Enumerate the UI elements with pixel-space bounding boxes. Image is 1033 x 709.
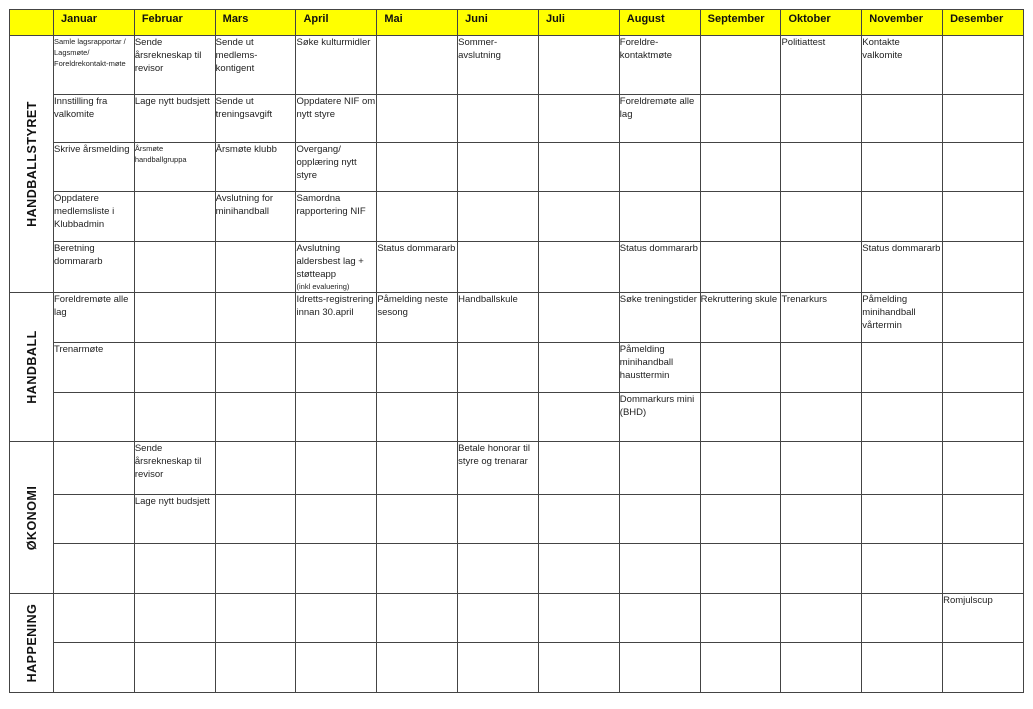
plan-cell bbox=[458, 36, 539, 95]
section-label-cell bbox=[10, 442, 54, 594]
plan-cell bbox=[619, 143, 700, 192]
plan-cell bbox=[377, 594, 458, 643]
plan-cell bbox=[54, 95, 135, 143]
table-row bbox=[10, 36, 1024, 95]
plan-cell bbox=[538, 442, 619, 495]
plan-cell bbox=[54, 192, 135, 242]
plan-body bbox=[10, 36, 1024, 693]
plan-cell bbox=[862, 36, 943, 95]
section-title: HANDBALL bbox=[24, 330, 39, 404]
plan-cell bbox=[377, 393, 458, 442]
plan-cell bbox=[215, 36, 296, 95]
task-text: Beretning dommararb bbox=[54, 243, 103, 267]
section-label-cell bbox=[10, 594, 54, 693]
plan-cell bbox=[215, 343, 296, 393]
plan-cell bbox=[134, 495, 215, 544]
table-row bbox=[10, 495, 1024, 544]
plan-cell bbox=[458, 442, 539, 495]
table-row bbox=[10, 544, 1024, 594]
plan-cell bbox=[781, 594, 862, 643]
plan-cell bbox=[538, 544, 619, 594]
task-text: Foreldremøte alle lag bbox=[54, 294, 129, 318]
table-row bbox=[10, 594, 1024, 643]
plan-cell bbox=[215, 143, 296, 192]
plan-cell bbox=[215, 393, 296, 442]
task-text: Foreldre-kontaktmøte bbox=[619, 37, 673, 61]
plan-cell bbox=[134, 343, 215, 393]
task-text: Betale honorar til styre og trenarar bbox=[458, 443, 530, 467]
month-header-mars: Mars bbox=[215, 10, 296, 36]
task-text: Sommer-avslutning bbox=[458, 37, 501, 61]
plan-cell bbox=[54, 594, 135, 643]
plan-cell bbox=[215, 442, 296, 495]
plan-cell bbox=[296, 643, 377, 693]
plan-cell bbox=[943, 293, 1024, 343]
task-text: Påmelding neste sesong bbox=[377, 294, 449, 318]
plan-cell bbox=[943, 495, 1024, 544]
plan-cell bbox=[54, 343, 135, 393]
plan-cell bbox=[781, 242, 862, 293]
plan-cell bbox=[862, 544, 943, 594]
task-text: Avslutning aldersbest lag + støtteapp bbox=[296, 243, 364, 280]
plan-cell bbox=[458, 393, 539, 442]
plan-cell bbox=[943, 143, 1024, 192]
plan-cell bbox=[377, 36, 458, 95]
task-text: Samordna rapportering NIF bbox=[296, 193, 366, 217]
section-label-cell bbox=[10, 36, 54, 293]
task-text: Romjulscup bbox=[943, 595, 993, 606]
plan-cell bbox=[943, 544, 1024, 594]
plan-cell bbox=[54, 293, 135, 343]
plan-cell bbox=[862, 242, 943, 293]
plan-cell bbox=[458, 293, 539, 343]
plan-cell bbox=[943, 95, 1024, 143]
plan-cell bbox=[54, 242, 135, 293]
plan-cell bbox=[781, 393, 862, 442]
plan-cell bbox=[458, 643, 539, 693]
plan-cell bbox=[458, 544, 539, 594]
task-text: Rekruttering skule bbox=[700, 294, 778, 305]
task-text: Årsmøte klubb bbox=[215, 144, 277, 155]
task-text: Kontakte valkomite bbox=[862, 37, 903, 61]
task-note: (inkl evaluering) bbox=[296, 282, 350, 291]
plan-cell bbox=[700, 95, 781, 143]
plan-cell bbox=[134, 242, 215, 293]
table-row bbox=[10, 242, 1024, 293]
plan-cell bbox=[943, 594, 1024, 643]
plan-cell bbox=[296, 242, 377, 293]
plan-cell bbox=[538, 192, 619, 242]
plan-cell bbox=[296, 544, 377, 594]
plan-cell bbox=[54, 143, 135, 192]
task-text: Status dommararb bbox=[862, 243, 941, 254]
plan-cell bbox=[458, 95, 539, 143]
task-text: Oppdatere NIF om nytt styre bbox=[296, 96, 376, 120]
plan-cell bbox=[781, 544, 862, 594]
month-header-februar: Februar bbox=[134, 10, 215, 36]
plan-cell bbox=[54, 442, 135, 495]
plan-cell bbox=[700, 242, 781, 293]
month-header-mai: Mai bbox=[377, 10, 458, 36]
plan-cell bbox=[134, 643, 215, 693]
plan-cell bbox=[54, 495, 135, 544]
plan-cell bbox=[134, 442, 215, 495]
month-header-april: April bbox=[296, 10, 377, 36]
month-header-desember: Desember bbox=[943, 10, 1024, 36]
plan-cell bbox=[296, 495, 377, 544]
plan-cell bbox=[377, 192, 458, 242]
plan-cell bbox=[377, 544, 458, 594]
plan-cell bbox=[700, 343, 781, 393]
task-text: Sende årsrekneskap til revisor bbox=[134, 37, 202, 74]
month-header-juli: Juli bbox=[538, 10, 619, 36]
task-text: Innstilling fra valkomite bbox=[54, 96, 108, 120]
task-text: Dommarkurs mini (BHD) bbox=[619, 394, 695, 418]
plan-cell bbox=[619, 594, 700, 643]
plan-cell bbox=[538, 495, 619, 544]
plan-cell bbox=[377, 495, 458, 544]
month-header-august: August bbox=[619, 10, 700, 36]
plan-cell bbox=[296, 95, 377, 143]
plan-cell bbox=[700, 594, 781, 643]
table-row bbox=[10, 95, 1024, 143]
plan-cell bbox=[538, 643, 619, 693]
plan-cell bbox=[538, 95, 619, 143]
plan-cell bbox=[215, 495, 296, 544]
plan-cell bbox=[215, 242, 296, 293]
plan-cell bbox=[700, 442, 781, 495]
plan-cell bbox=[619, 343, 700, 393]
plan-cell bbox=[862, 143, 943, 192]
task-text: Påmelding minihandball hausttermin bbox=[619, 344, 674, 381]
plan-cell bbox=[943, 442, 1024, 495]
task-text: Foreldremøte alle lag bbox=[619, 96, 695, 120]
plan-cell bbox=[862, 393, 943, 442]
task-text: Sende årsrekneskap til revisor bbox=[134, 443, 202, 480]
plan-cell bbox=[862, 643, 943, 693]
plan-cell bbox=[538, 143, 619, 192]
table-row bbox=[10, 442, 1024, 495]
plan-cell bbox=[781, 36, 862, 95]
plan-cell bbox=[134, 95, 215, 143]
plan-cell bbox=[458, 343, 539, 393]
plan-cell bbox=[862, 293, 943, 343]
plan-cell bbox=[619, 36, 700, 95]
plan-cell bbox=[700, 643, 781, 693]
month-header-november: November bbox=[862, 10, 943, 36]
section-title: HAPPENING bbox=[24, 603, 39, 683]
plan-cell bbox=[54, 36, 135, 95]
section-label-cell bbox=[10, 293, 54, 442]
plan-cell bbox=[619, 242, 700, 293]
plan-cell bbox=[134, 36, 215, 95]
month-header-oktober: Oktober bbox=[781, 10, 862, 36]
task-text: Søke treningstider bbox=[619, 294, 697, 305]
month-header-juni: Juni bbox=[458, 10, 539, 36]
plan-cell bbox=[538, 242, 619, 293]
plan-cell bbox=[296, 36, 377, 95]
plan-cell bbox=[943, 343, 1024, 393]
task-text: Oppdatere medlemsliste i Klubbadmin bbox=[54, 193, 115, 230]
plan-cell bbox=[781, 143, 862, 192]
plan-cell bbox=[296, 192, 377, 242]
task-text: Avslutning for minihandball bbox=[215, 193, 274, 217]
plan-cell bbox=[943, 36, 1024, 95]
plan-cell bbox=[700, 293, 781, 343]
plan-cell bbox=[296, 343, 377, 393]
task-text: Søke kulturmidler bbox=[296, 37, 371, 48]
plan-cell bbox=[134, 192, 215, 242]
plan-cell bbox=[296, 594, 377, 643]
plan-cell bbox=[538, 343, 619, 393]
plan-cell bbox=[538, 293, 619, 343]
month-header-september: September bbox=[700, 10, 781, 36]
plan-cell bbox=[781, 293, 862, 343]
task-text: Lage nytt budsjett bbox=[134, 496, 210, 507]
plan-cell bbox=[781, 442, 862, 495]
plan-cell bbox=[296, 393, 377, 442]
plan-cell bbox=[215, 192, 296, 242]
task-text: Lage nytt budsjett bbox=[134, 96, 210, 107]
plan-cell bbox=[862, 192, 943, 242]
plan-cell bbox=[54, 643, 135, 693]
plan-cell bbox=[781, 343, 862, 393]
plan-cell bbox=[296, 293, 377, 343]
task-text: Idretts-registrering innan 30.april bbox=[296, 294, 374, 318]
task-text: Status dommararb bbox=[619, 243, 698, 254]
plan-cell bbox=[54, 544, 135, 594]
table-row bbox=[10, 343, 1024, 393]
task-text: Skrive årsmelding bbox=[54, 144, 130, 155]
plan-cell bbox=[134, 393, 215, 442]
plan-cell bbox=[700, 143, 781, 192]
plan-cell bbox=[215, 643, 296, 693]
plan-cell bbox=[458, 192, 539, 242]
table-row bbox=[10, 643, 1024, 693]
plan-cell bbox=[700, 192, 781, 242]
plan-cell bbox=[296, 143, 377, 192]
plan-cell bbox=[377, 293, 458, 343]
plan-cell bbox=[700, 36, 781, 95]
plan-cell bbox=[619, 393, 700, 442]
plan-cell bbox=[134, 143, 215, 192]
plan-cell bbox=[134, 293, 215, 343]
plan-cell bbox=[781, 495, 862, 544]
plan-cell bbox=[458, 242, 539, 293]
plan-cell bbox=[943, 393, 1024, 442]
plan-cell bbox=[377, 95, 458, 143]
plan-cell bbox=[943, 643, 1024, 693]
plan-cell bbox=[538, 36, 619, 95]
plan-cell bbox=[862, 95, 943, 143]
plan-cell bbox=[134, 544, 215, 594]
task-text: Handballskule bbox=[458, 294, 518, 305]
task-text: Trenarmøte bbox=[54, 344, 104, 355]
table-row bbox=[10, 192, 1024, 242]
plan-cell bbox=[458, 594, 539, 643]
plan-cell bbox=[700, 495, 781, 544]
task-text: Påmelding minihandball vårtermin bbox=[862, 294, 916, 331]
plan-cell bbox=[538, 393, 619, 442]
plan-cell bbox=[377, 343, 458, 393]
plan-cell bbox=[862, 495, 943, 544]
plan-cell bbox=[54, 393, 135, 442]
task-text: Status dommararb bbox=[377, 243, 456, 254]
plan-cell bbox=[862, 343, 943, 393]
plan-cell bbox=[700, 544, 781, 594]
task-text: Samle lagsrapportar / Lagsmøte/ Foreldrekontakt-møte bbox=[54, 37, 126, 68]
plan-cell bbox=[538, 594, 619, 643]
plan-cell bbox=[619, 495, 700, 544]
plan-cell bbox=[619, 293, 700, 343]
plan-cell bbox=[781, 95, 862, 143]
plan-cell bbox=[862, 594, 943, 643]
plan-cell bbox=[215, 594, 296, 643]
plan-cell bbox=[619, 643, 700, 693]
plan-cell bbox=[377, 442, 458, 495]
table-row bbox=[10, 293, 1024, 343]
annual-plan-table bbox=[9, 9, 1024, 693]
corner-cell bbox=[10, 10, 54, 36]
table-row bbox=[10, 143, 1024, 192]
task-text: Sende ut treningsavgift bbox=[215, 96, 273, 120]
plan-cell bbox=[458, 495, 539, 544]
plan-cell bbox=[700, 393, 781, 442]
plan-cell bbox=[296, 442, 377, 495]
plan-cell bbox=[943, 192, 1024, 242]
plan-cell bbox=[781, 643, 862, 693]
plan-cell bbox=[215, 544, 296, 594]
table-row bbox=[10, 393, 1024, 442]
plan-cell bbox=[619, 442, 700, 495]
task-text: Overgang/ opplæring nytt styre bbox=[296, 144, 357, 181]
plan-cell bbox=[215, 95, 296, 143]
plan-cell bbox=[377, 242, 458, 293]
plan-cell bbox=[943, 242, 1024, 293]
plan-cell bbox=[781, 192, 862, 242]
plan-cell bbox=[619, 544, 700, 594]
plan-cell bbox=[215, 293, 296, 343]
plan-cell bbox=[377, 643, 458, 693]
task-text: Sende ut medlems-kontigent bbox=[215, 37, 258, 74]
section-title: ØKONOMI bbox=[24, 485, 39, 550]
task-text: Trenarkurs bbox=[781, 294, 828, 305]
plan-cell bbox=[619, 192, 700, 242]
plan-cell bbox=[134, 594, 215, 643]
month-header-row bbox=[10, 10, 1024, 36]
plan-cell bbox=[619, 95, 700, 143]
task-text: Årsmøte handballgruppa bbox=[134, 144, 187, 164]
task-text: Politiattest bbox=[781, 37, 826, 48]
plan-cell bbox=[458, 143, 539, 192]
month-header-januar: Januar bbox=[54, 10, 135, 36]
section-title: HANDBALLSTYRET bbox=[24, 101, 39, 227]
plan-cell bbox=[377, 143, 458, 192]
plan-cell bbox=[862, 442, 943, 495]
